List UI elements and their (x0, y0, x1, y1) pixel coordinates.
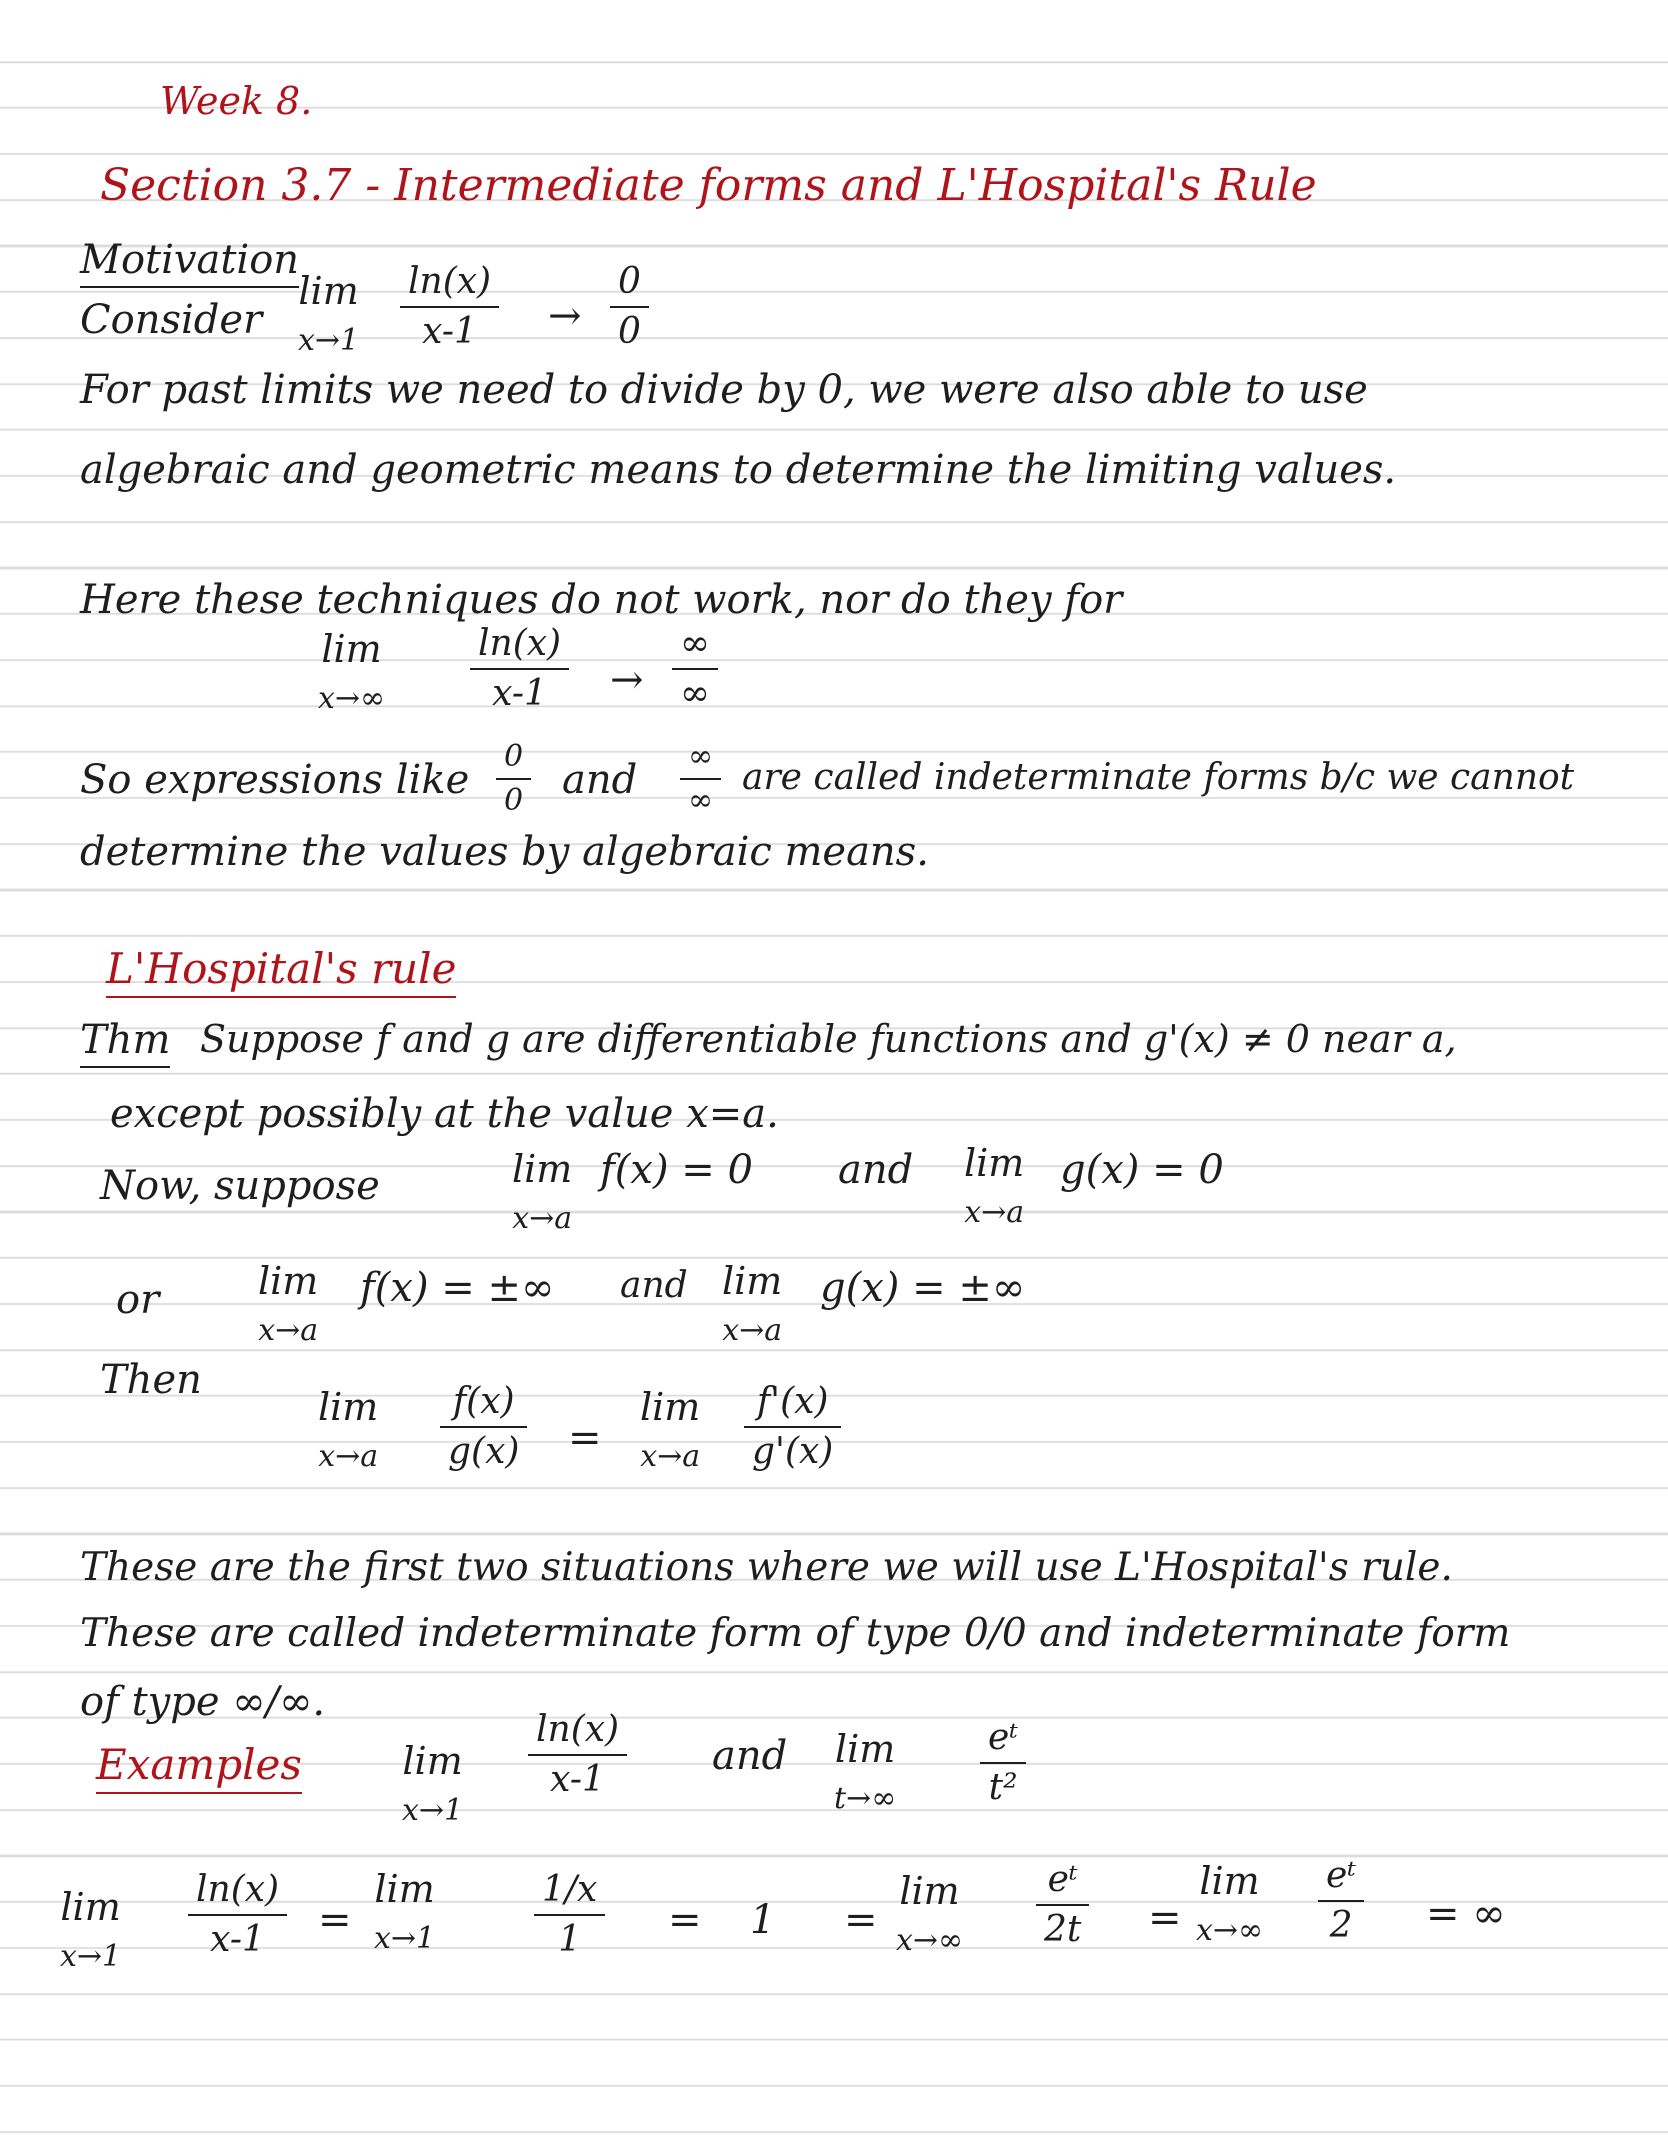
motivation-line-2: algebraic and geometric means to determine the limiting values. (80, 447, 1397, 493)
fraction-zero-over-zero: 0 0 (610, 264, 649, 350)
example-1-limit: lim x→1 (402, 1739, 464, 1828)
and-1: and (838, 1147, 914, 1193)
work-limit-b: lim x→1 (374, 1867, 436, 1956)
work-fraction-c: eᵗ 2t (1036, 1862, 1089, 1948)
g-equals-infinity: g(x) = ±∞ (820, 1265, 1026, 1311)
fraction-fprime-over-gprime: f'(x) g'(x) (744, 1384, 841, 1470)
so-text-b: are called indeterminate forms b/c we cannot (742, 757, 1575, 798)
so-text-a: So expressions like (80, 757, 470, 803)
rule-heading: L'Hospital's rule (106, 948, 456, 990)
example-1-fraction: ln(x) x-1 (528, 1712, 627, 1798)
limit-f-condition-2: lim x→a (258, 1259, 319, 1348)
limit-1: lim x→1 (298, 269, 360, 358)
equals-conclusion: = (568, 1415, 602, 1461)
motivation-heading: Motivation (80, 240, 299, 280)
consider-label: Consider (80, 297, 263, 343)
limit-conclusion-right: lim x→a (640, 1385, 701, 1474)
arrow-1: → (548, 293, 582, 339)
limit-g-condition-1: lim x→a (964, 1141, 1025, 1230)
limit-f-condition-1: lim x→a (512, 1147, 573, 1236)
examples-heading: Examples (96, 1744, 302, 1786)
and-2: and (620, 1265, 688, 1306)
work-limit-a: lim x→1 (60, 1885, 122, 1974)
fraction-ln-over-x-minus-1: ln(x) x-1 (400, 264, 499, 350)
work-one: 1 (750, 1897, 776, 1943)
motivation-line-5: determine the values by algebraic means. (80, 829, 929, 875)
then-label: Then (100, 1357, 202, 1403)
fraction-inf-over-inf: ∞ ∞ (672, 626, 718, 712)
work-eq-4: = (1148, 1895, 1182, 1941)
now-suppose: Now, suppose (100, 1163, 380, 1209)
work-eq-5: = ∞ (1426, 1891, 1506, 1937)
limit-2: lim x→∞ (318, 627, 386, 716)
motivation-line-3: Here these techniques do not work, nor do they for (80, 577, 1123, 623)
g-equals-zero: g(x) = 0 (1060, 1147, 1224, 1193)
work-eq-2: = (668, 1897, 702, 1943)
limit-g-condition-2: lim x→a (722, 1259, 783, 1348)
fraction-ln-over-x-minus-1-b: ln(x) x-1 (470, 626, 569, 712)
theorem-label: Thm (80, 1020, 170, 1060)
so-and: and (562, 757, 638, 803)
examples-and: and (712, 1733, 788, 1779)
work-limit-d: lim x→∞ (1196, 1859, 1264, 1948)
week-label: Week 8. (160, 79, 313, 123)
theorem-text: Suppose f and g are differentiable functions and g'(x) ≠ 0 near a, (200, 1017, 1457, 1061)
work-fraction-d: eᵗ 2 (1318, 1858, 1364, 1944)
work-fraction-b: 1/x 1 (534, 1872, 605, 1958)
work-eq-1: = (318, 1897, 352, 1943)
situations-line-1: These are the first two situations where we will use L'Hospital's rule. (80, 1545, 1453, 1590)
situations-line-3: of type ∞/∞. (80, 1679, 326, 1725)
small-inf-over-inf: ∞ ∞ (680, 742, 721, 816)
example-2-fraction: eᵗ t² (980, 1720, 1026, 1806)
limit-conclusion-left: lim x→a (318, 1385, 379, 1474)
f-equals-infinity: f(x) = ±∞ (360, 1265, 555, 1311)
fraction-f-over-g: f(x) g(x) (440, 1384, 527, 1470)
example-2-limit: lim t→∞ (834, 1727, 897, 1816)
section-title: Section 3.7 - Intermediate forms and L'Hospital's Rule (100, 160, 1317, 211)
arrow-2: → (610, 657, 644, 703)
work-limit-c: lim x→∞ (896, 1869, 964, 1958)
or-label: or (116, 1277, 160, 1323)
work-eq-3: = (844, 1897, 878, 1943)
situations-line-2: These are called indeterminate form of type 0/0 and indeterminate form (80, 1611, 1511, 1656)
work-fraction-a: ln(x) x-1 (188, 1872, 287, 1958)
theorem-text-2: except possibly at the value x=a. (110, 1091, 779, 1137)
f-equals-zero: f(x) = 0 (600, 1147, 753, 1193)
motivation-line-1: For past limits we need to divide by 0, we were also able to use (80, 367, 1368, 413)
small-zero-over-zero: 0 0 (496, 742, 531, 816)
